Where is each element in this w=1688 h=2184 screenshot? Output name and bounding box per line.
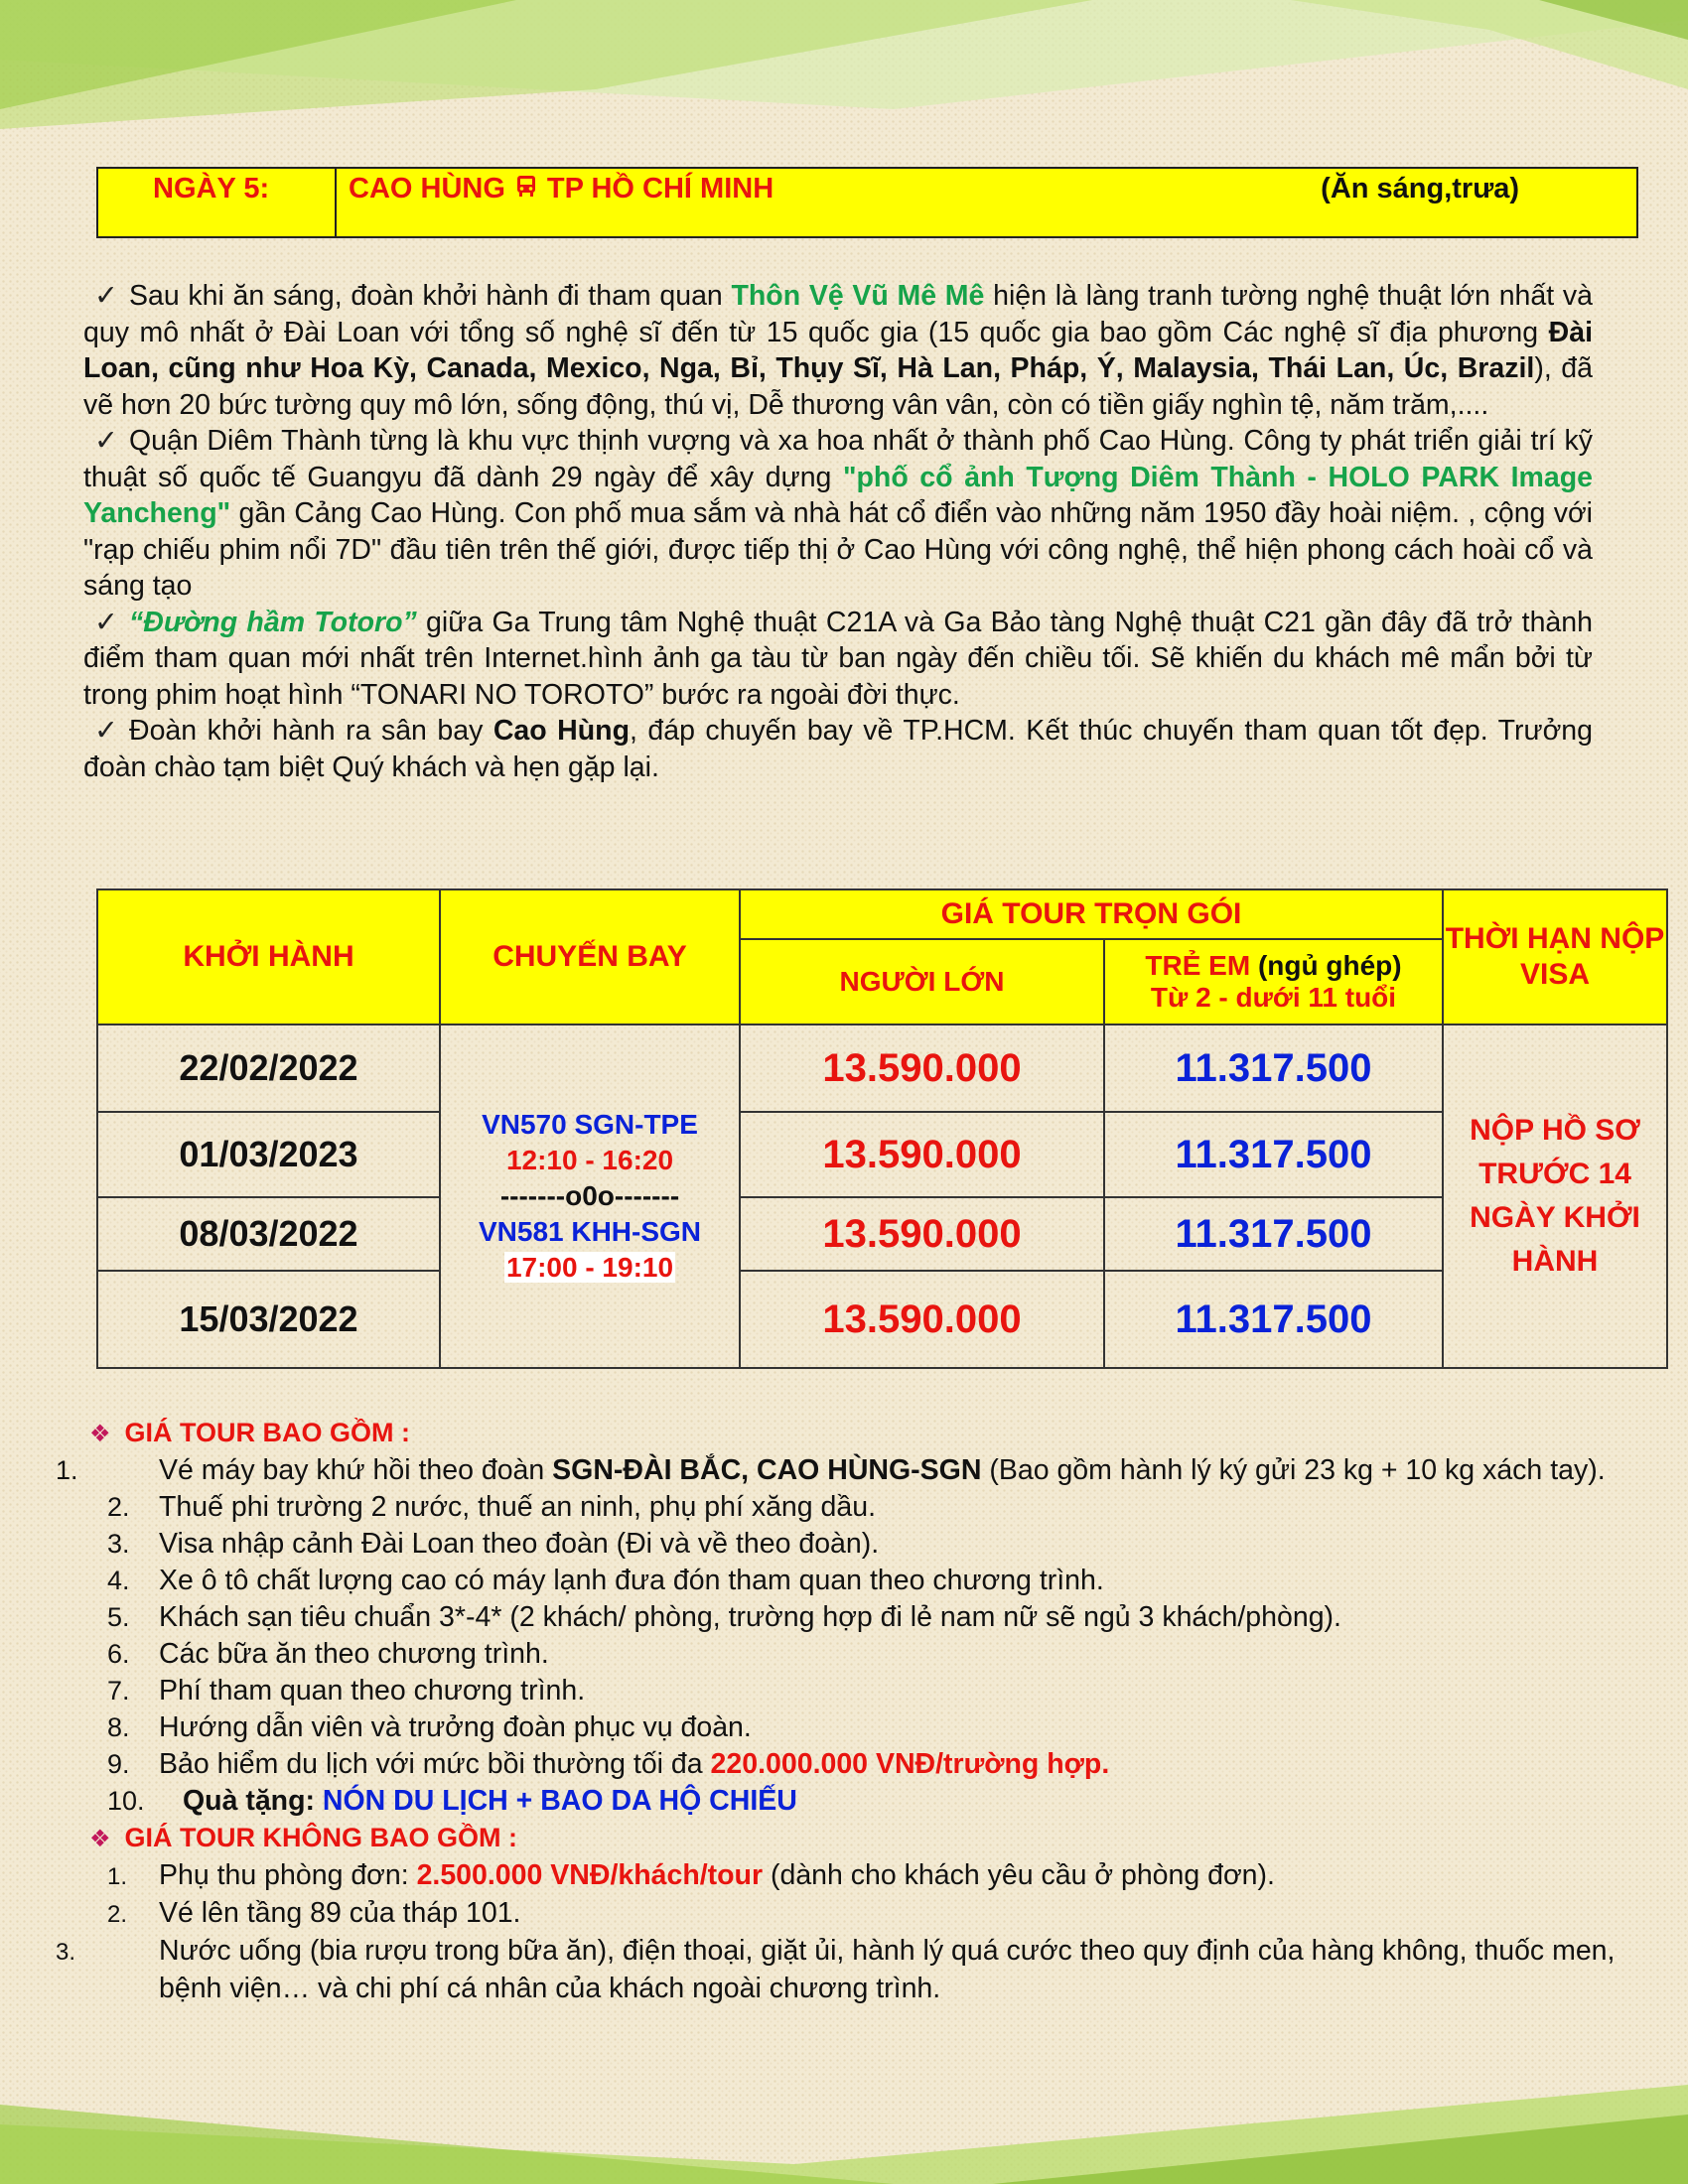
departure-date: 01/03/2023 — [97, 1112, 440, 1197]
itinerary-item: ✓ Quận Diêm Thành từng là khu vực thịnh vượng và xa hoa nhất ở thành phố Cao Hùng. Công ty phát triển giải trí kỹ thuật số quốc tế Guangyu đã dành 29 ngày để xây dựng "phố cổ ảnh Tượng Diêm Thành - HOLO PARK Image Yancheng" gần Cảng Cao Hùng. Con phố mua sắm và nhà hát cổ điển vào những năm 1950 đầy hoài niệm. , cộng với "rạp chiếu phim nổi 7D" đầu tiên trên thế giới, được tiếp thị ở Cao Hùng với công nghệ, thể hiện phong cách hoài cổ và sáng tạo — [83, 425, 1594, 602]
list-item: 1. Vé máy bay khứ hồi theo đoàn SGN-ĐÀI BẮC, CAO HÙNG-SGN (Bao gồm hành lý ký gửi 23 kg + 10 kg xách tay). — [56, 1454, 1606, 1486]
day-label: NGÀY 5: — [98, 169, 337, 236]
header-package-price: GIÁ TOUR TRỌN GÓI — [740, 889, 1443, 939]
excludes-heading: ❖ GIÁ TOUR KHÔNG BAO GỒM : — [89, 1823, 518, 1852]
tour-inclusions — [56, 1415, 1658, 2007]
itinerary-text — [83, 278, 1593, 785]
child-price: 11.317.500 — [1104, 1197, 1443, 1271]
adult-price: 13.590.000 — [740, 1197, 1104, 1271]
visa-note: NỘP HỒ SƠ TRƯỚC 14 NGÀY KHỞI HÀNH — [1443, 1024, 1667, 1368]
list-item: 6. Các bữa ăn theo chương trình. — [107, 1638, 549, 1670]
excludes-list — [56, 1857, 1658, 2007]
includes-heading: ❖ GIÁ TOUR BAO GỒM : — [89, 1418, 411, 1447]
origin-city: CAO HÙNG — [349, 173, 505, 205]
list-item: 1. Phụ thu phòng đơn: 2.500.000 VNĐ/khách/tour (dành cho khách yêu cầu ở phòng đơn). — [107, 1859, 1275, 1891]
list-item: 4. Xe ô tô chất lượng cao có máy lạnh đưa đón tham quan theo chương trình. — [107, 1565, 1104, 1596]
diamond-bullet-icon: ❖ — [89, 1421, 111, 1447]
child-price: 11.317.500 — [1104, 1271, 1443, 1368]
flight-info: VN570 SGN-TPE 12:10 - 16:20 -------o0o------- VN581 KHH-SGN 17:00 - 19:10 — [440, 1024, 740, 1368]
list-item: 5. Khách sạn tiêu chuẩn 3*-4* (2 khách/ phòng, trường hợp đi lẻ nam nữ sẽ ngủ 3 khách/phòng). — [107, 1601, 1341, 1633]
itinerary-item: ✓ Đoàn khởi hành ra sân bay Cao Hùng, đáp chuyến bay về TP.HCM. Kết thúc chuyến tham quan tốt đẹp. Trưởng đoàn chào tạm biệt Quý khách và hẹn gặp lại. — [83, 715, 1593, 783]
checkmark-icon: ✓ — [94, 425, 118, 457]
bus-icon — [515, 173, 537, 206]
bottom-decorative-banner — [0, 2065, 1688, 2184]
price-table — [96, 888, 1668, 1369]
header-flight: CHUYẾN BAY — [440, 889, 740, 1024]
itinerary-item: ✓ “Đường hầm Totoro” giữa Ga Trung tâm Nghệ thuật C21A và Ga Bảo tàng Nghệ thuật C21 gần đây đã trở thành điểm tham quan mới nhất trên Internet.hình ảnh ga tàu từ ban ngày đến chiều tối. Sẽ khiến du khách mê mẩn bởi từ trong phim hoạt hình “TONARI NO TOROTO” bước ra ngoài đời thực. — [83, 606, 1593, 711]
table-row — [97, 1024, 1667, 1112]
table-row — [97, 1271, 1667, 1368]
child-price: 11.317.500 — [1104, 1024, 1443, 1112]
list-item: 8. Hướng dẫn viên và trưởng đoàn phục vụ đoàn. — [107, 1711, 752, 1743]
table-row — [97, 1197, 1667, 1271]
checkmark-icon: ✓ — [94, 606, 118, 638]
checkmark-icon: ✓ — [94, 280, 118, 312]
top-decorative-banner — [0, 0, 1688, 149]
list-item: 7. Phí tham quan theo chương trình. — [107, 1675, 586, 1706]
diamond-bullet-icon: ❖ — [89, 1826, 111, 1852]
header-departure: KHỞI HÀNH — [97, 889, 440, 1024]
adult-price: 13.590.000 — [740, 1024, 1104, 1112]
table-row — [97, 1112, 1667, 1197]
header-child: TRẺ EM (ngủ ghép) Từ 2 - dưới 11 tuổi — [1104, 939, 1443, 1024]
destination-city: TP HỒ CHÍ MINH — [546, 173, 774, 205]
departure-date: 22/02/2022 — [97, 1024, 440, 1112]
header-visa-deadline: THỜI HẠN NỘP VISA — [1443, 889, 1667, 1024]
departure-date: 08/03/2022 — [97, 1197, 440, 1271]
departure-date: 15/03/2022 — [97, 1271, 440, 1368]
child-price: 11.317.500 — [1104, 1112, 1443, 1197]
list-item: 9. Bảo hiểm du lịch với mức bồi thường tối đa 220.000.000 VNĐ/trường hợp. — [107, 1748, 1110, 1780]
meals-note: (Ăn sáng,trưa) — [1321, 173, 1519, 205]
list-item: 3. Visa nhập cảnh Đài Loan theo đoàn (Đi và về theo đoàn). — [107, 1528, 880, 1560]
adult-price: 13.590.000 — [740, 1271, 1104, 1368]
list-item: 3. Nước uống (bia rượu trong bữa ăn), điện thoại, giặt ủi, hành lý quá cước theo quy định của hàng không, thuốc men, bệnh viện… và chi phí cá nhân của khách ngoài chương trình. — [56, 1935, 1616, 2004]
list-item: 10. Quà tặng: NÓN DU LỊCH + BAO DA HỘ CHIẾU — [107, 1785, 797, 1817]
list-item: 2. Thuế phi trường 2 nước, thuế an ninh, phụ phí xăng dầu. — [107, 1491, 877, 1523]
list-item: 2. Vé lên tầng 89 của tháp 101. — [107, 1897, 521, 1929]
includes-list — [56, 1452, 1658, 1820]
adult-price: 13.590.000 — [740, 1112, 1104, 1197]
checkmark-icon: ✓ — [94, 715, 118, 747]
itinerary-item: ✓ Sau khi ăn sáng, đoàn khởi hành đi tham quan Thôn Vệ Vũ Mê Mê hiện là làng tranh tường nghệ thuật lớn nhất và quy mô nhất ở Đài Loan với tổng số nghệ sĩ đến từ 15 quốc gia (15 quốc gia bao gồm Các nghệ sĩ địa phương Đài Loan, cũng như Hoa Kỳ, Canada, Mexico, Nga, Bỉ, Thụy Sĩ, Hà Lan, Pháp, Ý, Malaysia, Thái Lan, Úc, Brazil), đã vẽ hơn 20 bức tường quy mô lớn, sống động, thú vị, Dễ thương vân vân, còn có tiền giấy nghìn tệ, năm trăm,.... — [83, 280, 1593, 421]
header-adult: NGƯỜI LỚN — [740, 939, 1104, 1024]
day-header — [96, 167, 1638, 238]
